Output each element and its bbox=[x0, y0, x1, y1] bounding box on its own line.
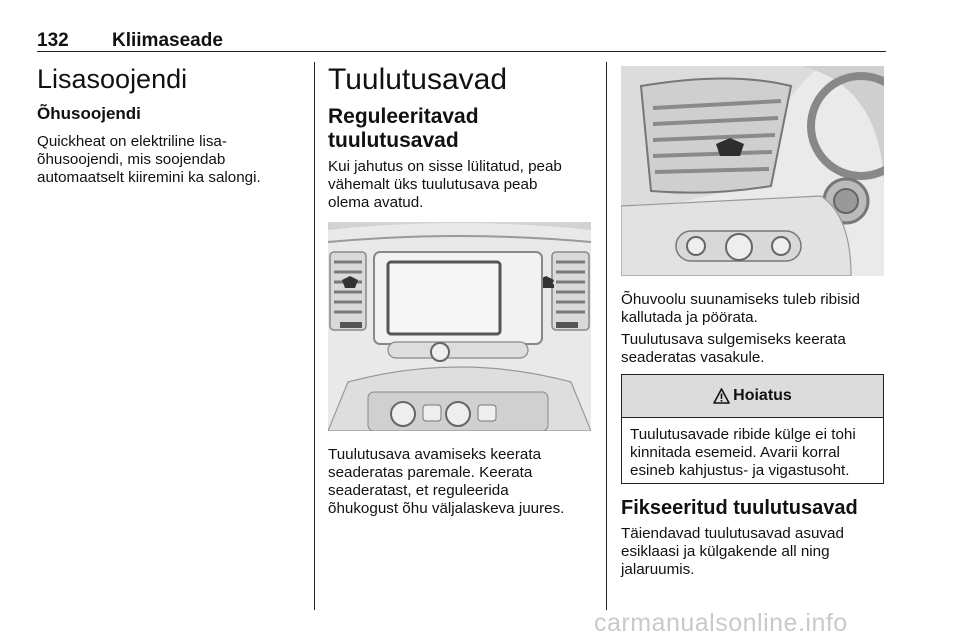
warning-box bbox=[621, 374, 884, 484]
paragraph-sulgemiseks bbox=[621, 331, 846, 367]
heading-line: Reguleeritavad bbox=[328, 105, 479, 128]
text-line: olema avatud. bbox=[328, 194, 424, 211]
text-line: õhukogust õhu väljalaskeva juures. bbox=[328, 500, 565, 517]
paragraph-taiendavad bbox=[621, 525, 844, 579]
text-line: esineb kahjustus- ja vigastusoht. bbox=[630, 462, 850, 479]
warning-text bbox=[622, 418, 883, 488]
text-line: jalaruumis. bbox=[621, 561, 695, 578]
text-line: esiklaasi ja külgakende all ning bbox=[621, 543, 830, 560]
warning-header bbox=[622, 375, 883, 418]
dashboard-vents-illustration bbox=[328, 222, 591, 431]
paragraph-quickheat bbox=[37, 133, 261, 187]
text-line: kinnitada esemeid. Avarii korral bbox=[630, 444, 840, 461]
text-line: seaderatas vasakule. bbox=[621, 349, 765, 366]
text-line: Kui jahutus on sisse lülitatud, peab bbox=[328, 158, 562, 175]
column-divider-2 bbox=[606, 62, 607, 610]
warning-title: Hoiatus bbox=[733, 387, 792, 404]
vent-closeup-illustration bbox=[621, 66, 884, 276]
text-line: Tuulutusava sulgemiseks keerata bbox=[621, 331, 846, 348]
section-heading-lisasoojendi: Lisasoojendi bbox=[37, 64, 188, 94]
paragraph-avamiseks bbox=[328, 446, 564, 518]
section-heading-tuulutusavad: Tuulutusavad bbox=[328, 63, 508, 96]
heading-line: tuulutusavad bbox=[328, 129, 459, 152]
text-line: Tuulutusavade ribide külge ei tohi bbox=[630, 426, 856, 443]
column-divider-1 bbox=[314, 62, 315, 610]
section-heading-fikseeritud: Fikseeritud tuulutusavad bbox=[621, 497, 858, 519]
subheading-ohusoojendi: Õhusoojendi bbox=[37, 104, 141, 123]
text-line: õhusoojendi, mis soojendab bbox=[37, 151, 226, 168]
warning-triangle-icon bbox=[713, 388, 730, 404]
text-line: seaderatast, et reguleerida bbox=[328, 482, 509, 499]
text-line: Tuulutusava avamiseks keerata bbox=[328, 446, 542, 463]
page-number: 132 bbox=[37, 30, 69, 51]
subheading-reguleeritavad bbox=[328, 105, 479, 153]
watermark: carmanualsonline.info bbox=[594, 609, 848, 637]
chapter-title: Kliimaseade bbox=[112, 30, 223, 51]
text-line: kallutada ja pöörata. bbox=[621, 309, 758, 326]
text-line: automaatselt kiiremini ka salongi. bbox=[37, 169, 261, 186]
header-rule bbox=[37, 51, 886, 52]
paragraph-ohuvoolu bbox=[621, 291, 860, 327]
text-line: vähemalt üks tuulutusava peab bbox=[328, 176, 538, 193]
paragraph-jahutus bbox=[328, 158, 562, 212]
text-line: Õhuvoolu suunamiseks tuleb ribisid bbox=[621, 291, 860, 308]
text-line: seaderatas paremale. Keerata bbox=[328, 464, 533, 481]
text-line: Täiendavad tuulutusavad asuvad bbox=[621, 525, 844, 542]
text-line: Quickheat on elektriline lisa- bbox=[37, 133, 227, 150]
